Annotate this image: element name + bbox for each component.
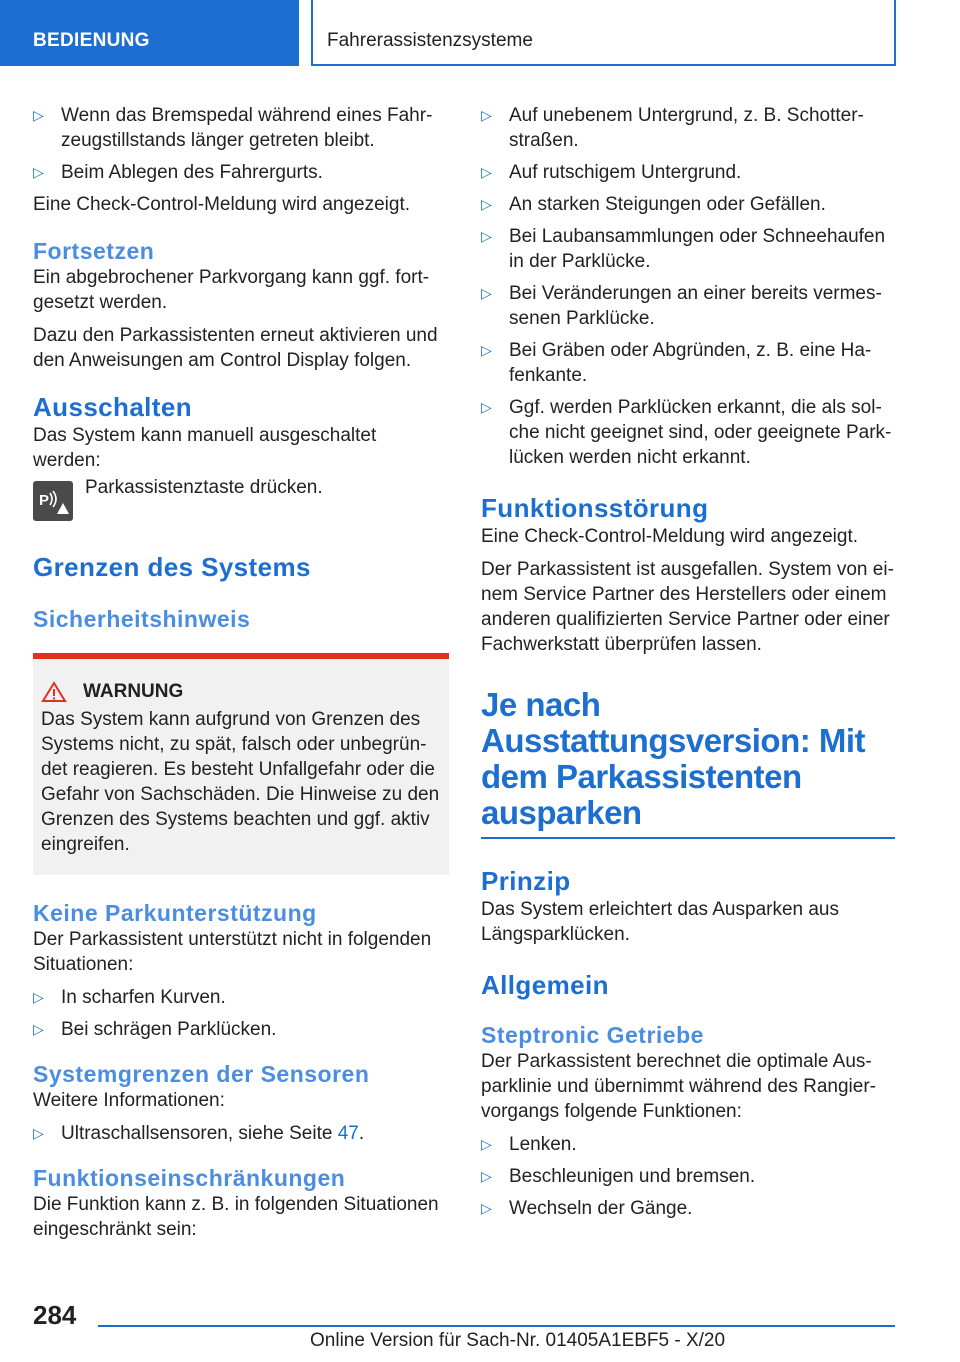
warning-text: Das System kann aufgrund von Grenzen des Systems nicht, zu spät, falsch oder unbegrün-det reagieren. Es besteht Unfallgefahr oder die Gefahr von Sachschäden. Die Hinweise zu den Grenzen des Systems beachten und ggf. aktiv eingreifen. — [41, 709, 440, 855]
chapter-label: Fahrerassistenzsysteme — [327, 30, 533, 51]
bullet-marker: ▷ — [481, 164, 492, 180]
page-header — [0, 0, 960, 66]
bullet-list — [481, 1132, 895, 1221]
bullet-marker: ▷ — [33, 164, 44, 180]
heading-keine-parkunterstuetzung: Keine Parkunterstützung — [33, 900, 317, 926]
heading-rule — [481, 837, 895, 839]
heading-systemgrenzen-sensoren: Systemgrenzen der Sensoren — [33, 1061, 370, 1087]
paragraph: Die Funktion kann z. B. in folgenden Situationen eingeschränkt sein: — [33, 1194, 439, 1240]
park-assist-key-icon — [33, 481, 73, 521]
bullet-list — [33, 103, 449, 185]
paragraph: Eine Check-Control-Meldung wird angezeigt. — [481, 526, 859, 547]
list-item: ▷ In scharfen Kurven. — [33, 987, 226, 1008]
bullet-marker: ▷ — [481, 196, 492, 212]
bullet-marker: ▷ — [481, 1200, 492, 1216]
heading-prinzip: Prinzip — [481, 866, 571, 896]
heading-fortsetzen: Fortsetzen — [33, 238, 155, 264]
list-item: ▷ An starken Steigungen oder Gefällen. — [481, 194, 826, 215]
key-instruction-text: Parkassistenztaste drücken. — [85, 477, 323, 498]
section-tab — [0, 0, 299, 66]
list-item: ▷ Wechseln der Gänge. — [481, 1198, 693, 1219]
chapter-heading: Je nach Ausstattungsversion: Mit dem Parkassistenten ausparken — [481, 686, 866, 831]
heading-allgemein: Allgemein — [481, 970, 609, 1000]
paragraph: Ein abgebrochener Parkvorgang kann ggf. fort-gesetzt werden. — [33, 267, 430, 313]
left-column — [33, 103, 449, 1250]
heading-steptronic: Steptronic Getriebe — [481, 1022, 704, 1048]
heading-ausschalten: Ausschalten — [33, 392, 193, 422]
list-item: ▷ Bei Laubansammlungen oder Schneehaufen in der Parklücke. — [481, 226, 886, 272]
paragraph: Das System kann manuell ausgeschaltet werden: — [33, 425, 377, 471]
bullet-list — [33, 985, 449, 1042]
list-item: ▷ Ultraschallsensoren, siehe Seite 47. — [33, 1123, 365, 1144]
heading-sicherheitshinweis: Sicherheitshinweis — [33, 606, 251, 632]
bullet-marker: ▷ — [33, 989, 44, 1005]
list-item: ▷ Bei Veränderungen an einer bereits vermes-senen Parklücke. — [481, 283, 882, 329]
list-item: ▷ Bei schrägen Parklücken. — [33, 1019, 277, 1040]
bullet-marker: ▷ — [481, 342, 492, 358]
bullet-marker: ▷ — [481, 1136, 492, 1152]
bullet-marker: ▷ — [33, 107, 44, 123]
warning-title: WARNUNG — [83, 681, 184, 702]
right-column — [481, 103, 895, 1228]
bullet-marker: ▷ — [481, 285, 492, 301]
bullet-list — [33, 1121, 449, 1146]
paragraph: Eine Check-Control-Meldung wird angezeigt. — [33, 194, 411, 215]
bullet-marker: ▷ — [33, 1125, 44, 1141]
heading-grenzen: Grenzen des Systems — [33, 552, 311, 582]
warning-triangle-icon — [41, 681, 67, 703]
key-instruction — [33, 477, 449, 521]
bullet-marker: ▷ — [481, 399, 492, 415]
svg-text:P: P — [39, 492, 50, 509]
paragraph: Weitere Informationen: — [33, 1090, 225, 1111]
paragraph: Der Parkassistent unterstützt nicht in folgenden Situationen: — [33, 929, 432, 975]
list-item: ▷ Bei Gräben oder Abgründen, z. B. eine Ha-fenkante. — [481, 340, 872, 386]
chapter-tab — [311, 0, 896, 66]
heading-funktionseinschraenkungen: Funktionseinschränkungen — [33, 1165, 346, 1191]
bullet-list — [481, 103, 895, 470]
bullet-marker: ▷ — [481, 1168, 492, 1184]
bullet-marker: ▷ — [33, 1021, 44, 1037]
footer-text: Online Version für Sach-Nr. 01405A1EBF5 - X/20 — [310, 1330, 726, 1351]
warning-box — [33, 653, 449, 875]
section-label: BEDIENUNG — [33, 30, 150, 51]
paragraph: Das System erleichtert das Ausparken aus Längsparklücken. — [481, 899, 840, 945]
bullet-marker: ▷ — [481, 228, 492, 244]
list-item: ▷ Ggf. werden Parklücken erkannt, die als sol-che nicht geeignet sind, oder geeignete Park-lücken werden nicht erkannt. — [481, 397, 892, 468]
list-item: ▷ Lenken. — [481, 1134, 577, 1155]
list-item: ▷ Auf unebenem Untergrund, z. B. Schotter-straßen. — [481, 105, 864, 151]
footer-rule — [98, 1325, 895, 1327]
heading-funktionsstoerung: Funktionsstörung — [481, 493, 709, 523]
list-item: ▷ Auf rutschigem Untergrund. — [481, 162, 742, 183]
bullet-marker: ▷ — [481, 107, 492, 123]
page-reference-link[interactable]: 47 — [337, 1123, 359, 1144]
list-item: ▷ Beim Ablegen des Fahrergurts. — [33, 162, 323, 183]
paragraph: Dazu den Parkassistenten erneut aktivieren und den Anweisungen am Control Display folgen. — [33, 325, 438, 371]
list-item: ▷ Beschleunigen und bremsen. — [481, 1166, 756, 1187]
page-number: 284 — [33, 1300, 77, 1330]
list-item: ▷ Wenn das Bremspedal während eines Fahr-zeugstillstands länger getreten bleibt. — [33, 105, 433, 151]
paragraph: Der Parkassistent berechnet die optimale Aus-parklinie und übernimmt während des Rangier-vorgangs folgende Funktionen: — [481, 1051, 876, 1122]
paragraph: Der Parkassistent ist ausgefallen. System von ei-nem Service Partner des Herstellers oder einem anderen qualifizierten Service Partner oder einer Fachwerkstatt überprüfen lassen. — [481, 559, 894, 655]
